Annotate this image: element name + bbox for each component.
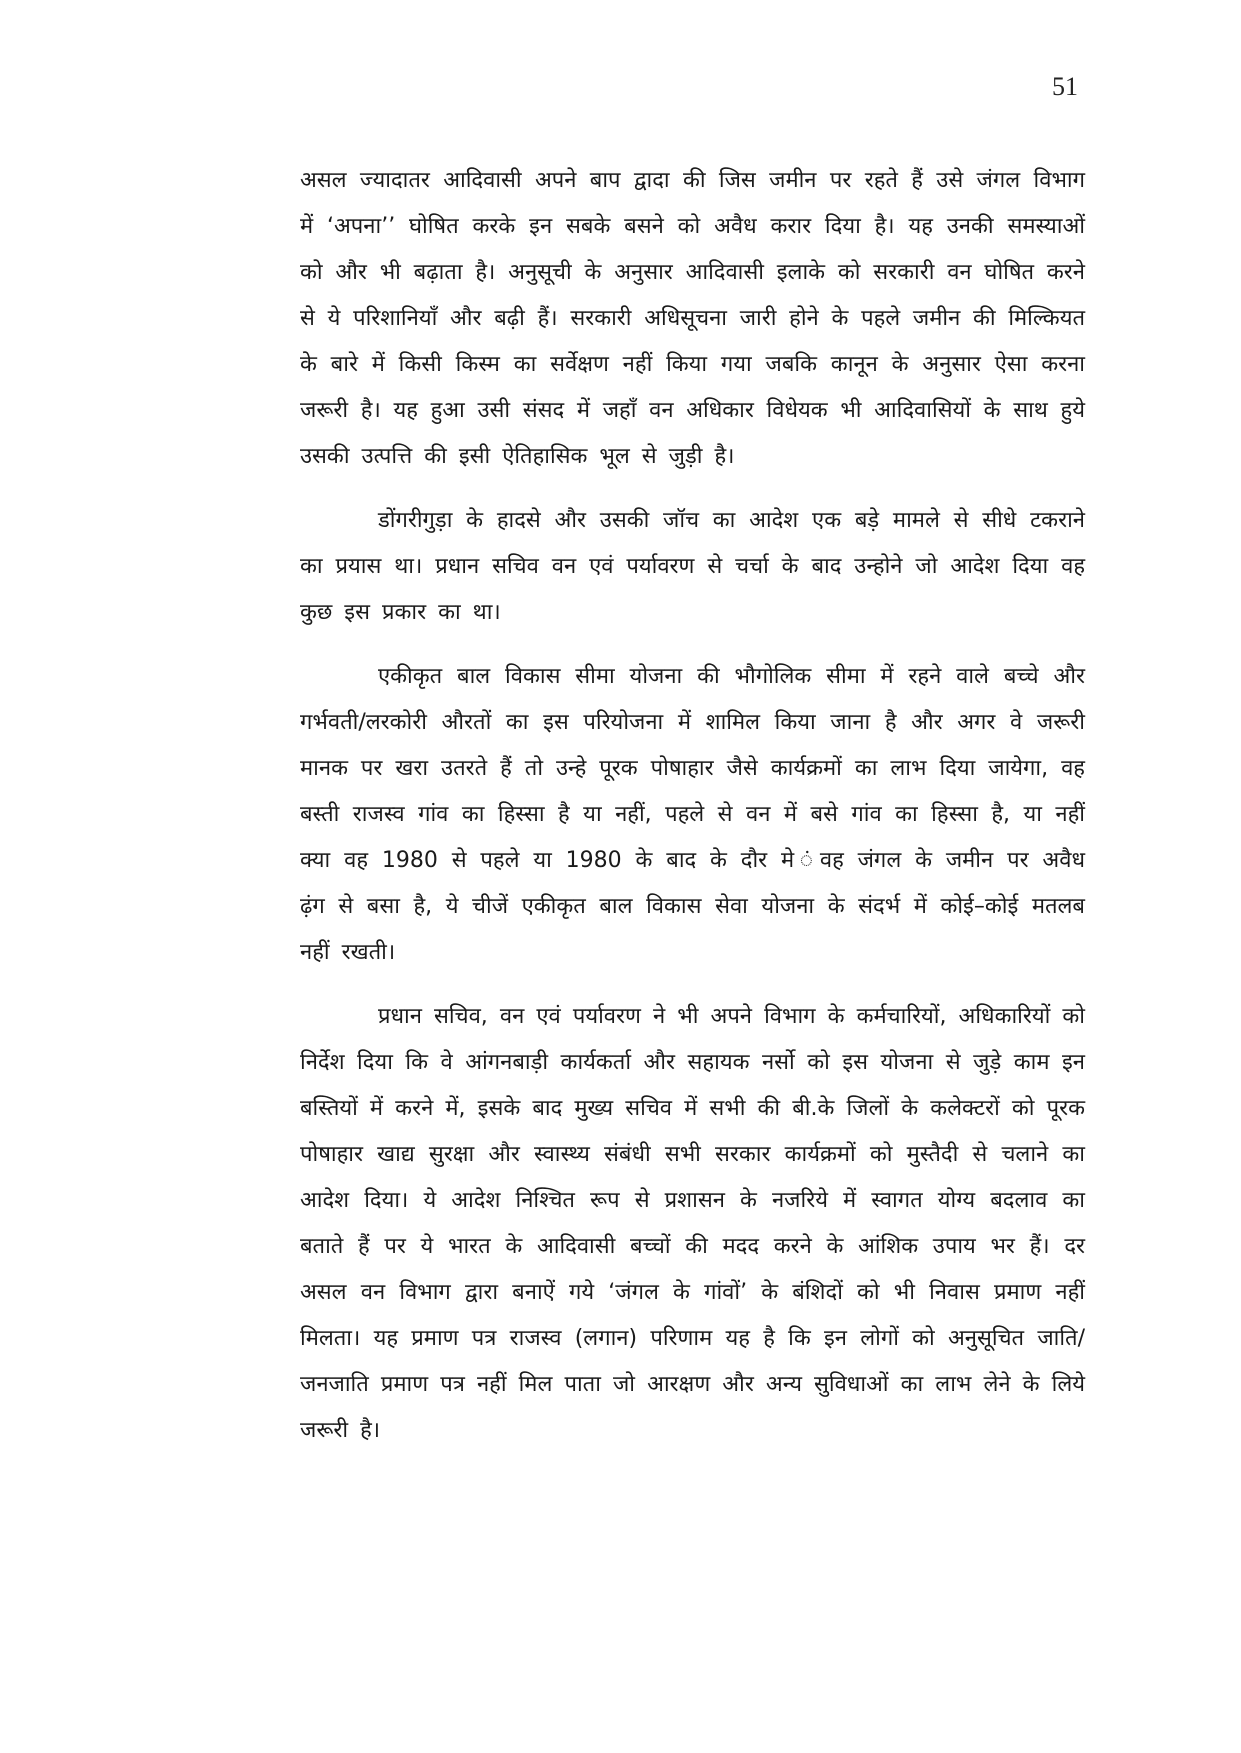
paragraph-3: एकीकृत बाल विकास सीमा योजना की भौगोलिक सीमा में रहने वाले बच्चे और गर्भवती/लरकोरी औरतों का इस परियोजना में शामिल किया जाना है और अगर वे जरूरी मानक पर खरा उतरते हैं तो उन्हे पूरक पोषाहार जैसे कार्यक्रमों का लाभ दिया जायेगा, वह बस्ती राजस्व गांव का हिस्सा है या नहीं, पहले से वन में बसे गांव का हिस्सा है, या नहीं क्या वह 1980 से पहले या 1980 के बाद के दौर मे ंवह जंगल के जमीन पर अवैध ढ़ंग से बसा है, ये चीजें एकीकृत बाल विकास सेवा योजना के संदर्भ में कोई–कोई मतलब नहीं रखती। bbox=[300, 664, 1085, 965]
page-number: 51 bbox=[1052, 72, 1078, 101]
document-body bbox=[300, 158, 1085, 1454]
paragraph-1: असल ज्यादातर आदिवासी अपने बाप द्वादा की जिस जमीन पर रहते हैं उसे जंगल विभाग में ‘अपना’’ घोषित करके इन सबके बसने को अवैध करार दिया है। यह उनकी समस्याओं को और भी बढ़ाता है। अनुसूची के अनुसार आदिवासी इलाके को सरकारी वन घोषित करने से ये परिशानियाँ और बढ़ी हैं। सरकारी अधिसूचना जारी होने के पहले जमीन की मिल्कियत के बारे में किसी किस्म का सर्वेक्षण नहीं किया गया जबकि कानून के अनुसार ऐसा करना जरूरी है। यह हुआ उसी संसद में जहाँ वन अधिकार विधेयक भी आदिवासियों के साथ हुये उसकी उत्पत्ति की इसी ऐतिहासिक भूल से जुड़ी है। bbox=[300, 168, 1085, 469]
paragraph-2: डोंगरीगुड़ा के हादसे और उसकी जॉच का आदेश एक बड़े मामले से सीधे टकराने का प्रयास था। प्रधान सचिव वन एवं पर्यावरण से चर्चा के बाद उन्होने जो आदेश दिया वह कुछ इस प्रकार का था। bbox=[300, 508, 1085, 625]
paragraph-4: प्रधान सचिव, वन एवं पर्यावरण ने भी अपने विभाग के कर्मचारियों, अधिकारियों को निर्देश दिया कि वे आंगनबाड़ी कार्यकर्ता और सहायक नर्सो को इस योजना से जुड़े काम इन बस्तियों में करने में, इसके बाद मुख्य सचिव में सभी की बी.के जिलों के कलेक्टरों को पूरक पोषाहार खाद्य सुरक्षा और स्वास्थ्य संबंधी सभी सरकार कार्यक्रमों को मुस्तैदी से चलाने का आदेश दिया। ये आदेश निश्चित रूप से प्रशासन के नजरिये में स्वागत योग्य बदलाव का बताते हैं पर ये भारत के आदिवासी बच्चों की मदद करने के आंशिक उपाय भर हैं। दर असल वन विभाग द्वारा बनाऐं गये ‘जंगल के गांवों’ के बंशिदों को भी निवास प्रमाण नहीं मिलता। यह प्रमाण पत्र राजस्व (लगान) परिणाम यह है कि इन लोगों को अनुसूचित जाति/जनजाति प्रमाण पत्र नहीं मिल पाता जो आरक्षण और अन्य सुविधाओं का लाभ लेने के लिये जरूरी है। bbox=[300, 1004, 1085, 1443]
